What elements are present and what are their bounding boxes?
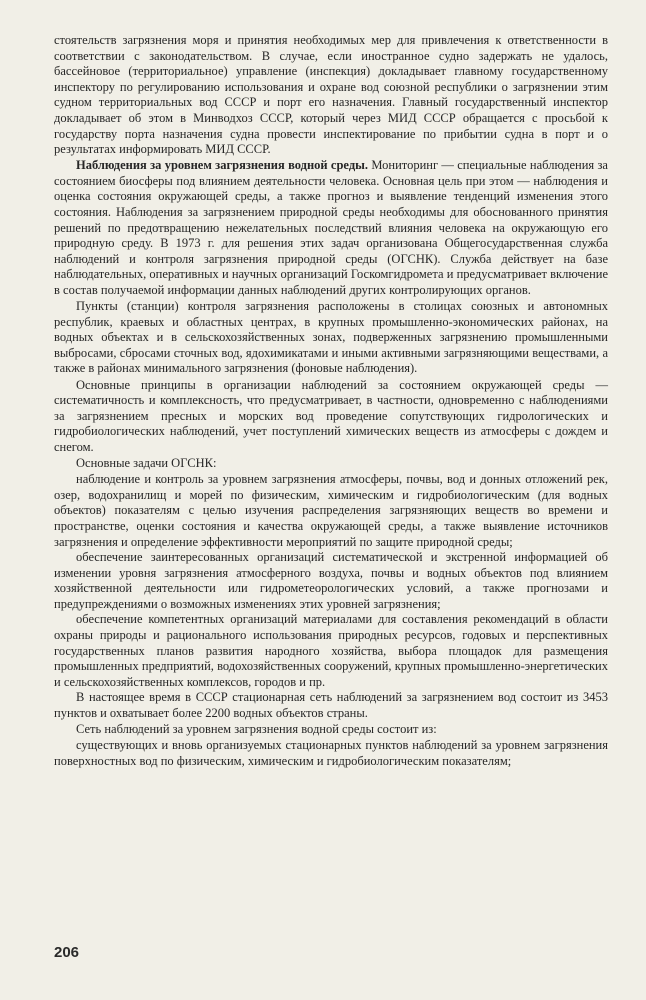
paragraph-10: Сеть наблюдений за уровнем загрязнения водной среды состоит из: bbox=[76, 722, 437, 737]
paragraph-1: стоятельств загрязнения моря и принятия необходимых мер для привлечения к ответственности в соответствии с законодательством. В случае, если иностранное судно задержать не удалось, бассейновое (территориальное) управление (инспекция) докладывает главному государственному инспектору по регулированию использования и охране вод союзной республики о загрязнении этим судном территориальных вод СССР и порт его назначения. Главный государственный инспектор докладывает об этом в Минводхоз СССР, который через МИД СССР обращается с просьбой к государству порта назначения судна провести инспектирование по прибытии судна в порт и о результатах информировать МИД СССР. bbox=[54, 33, 608, 157]
section-heading: Наблюдения за уровнем загрязнения водной среды. bbox=[76, 158, 369, 173]
list-item-3: обеспечение компетентных организаций материалами для составления рекомендаций в области охраны природы и рационального использования природных ресурсов, годовых и перспективных государственных планов развития народного хозяйства, выбора площадок для размещения промышленных предприятий, водохозяйственных сооружений, крупных промышленно-энергетических и сельскохозяйственных комплексов, городов и пр. bbox=[54, 612, 608, 689]
list-item-1: наблюдение и контроль за уровнем загрязнения атмосферы, почвы, вод и донных отложений рек, озер, водохранилищ и морей по физическим, химическим и гидробиологическим (для водных объектов) показателям с целью изучения распределения загрязняющих веществ во времени и пространстве, оценки состояния и качества окружающей среды, а также выявление источников загрязнения и определение эффективности мероприятий по защите природной среды; bbox=[54, 472, 608, 549]
paragraph-9: В настоящее время в СССР стационарная сеть наблюдений за загрязнением вод состоит из 3453 пунктов и охватывает более 2200 водных объектов страны. bbox=[54, 690, 608, 721]
body-text bbox=[54, 33, 608, 769]
paragraph-4: Основные принципы в организации наблюдений за состоянием окружающей среды — систематичность и комплексность, что предусматривает, в частности, одновременно с наблюдениями за загрязнением пресных и морских вод проведение сопутствующих гидрологических и гидробиологических наблюдений, учет поступлений химических веществ из атмосферы с дождем и снегом. bbox=[54, 377, 608, 454]
paragraph-2 bbox=[54, 158, 608, 298]
list-item-2: обеспечение заинтересованных организаций систематической и экстренной информацией об изменении уровня загрязнения атмосферного воздуха, почвы и водных объектов под влиянием хозяйственной деятельности или гидрометеорологических условий, а также прогнозами и предупреждениями о возможных изменениях этих уровней загрязнения; bbox=[54, 550, 608, 611]
list-item-4: существующих и вновь организуемых стационарных пунктов наблюдений за уровнем загрязнения поверхностных вод по физическим, химическим и гидробиологическим показателям; bbox=[54, 738, 608, 768]
paragraph-3: Пункты (станции) контроля загрязнения расположены в столицах союзных и автономных республик, краевых и областных центрах, в крупных промышленно-экономических районах, на водных объектах и в сельскохозяйственных зонах, подверженных загрязнению промышленными выбросами, сбросами сточных вод, ядохимикатами и иными активными загрязняющими веществами, а также в районах минимального загрязнения (фоновые наблюдения). bbox=[54, 299, 608, 376]
paragraph-2-text: Мониторинг — специальные наблюдения за состоянием биосферы под влиянием деятельности человека. Основная цель при этом — наблюдения и оценка состояния окружающей среды, а также прогноз и выявление тенденций изменения этого состояния. Наблюдения за загрязнением природной среды необходимы для обоснованного принятия решений по предотвращению нежелательных последствий влияния человека на окружающую его природную среду. В 1973 г. для решения этих задач организована Общегосударственная служба наблюдений и контроля загрязнения природной среды (ОГСНК). Служба действует на базе наблюдательных, оперативных и научных организаций Госкомгидромета и предусматривает включение в состав получаемой информации данных наблюдений других контролирующих органов. bbox=[54, 158, 608, 297]
paragraph-5: Основные задачи ОГСНК: bbox=[76, 456, 217, 471]
page-number: 206 bbox=[54, 944, 80, 961]
